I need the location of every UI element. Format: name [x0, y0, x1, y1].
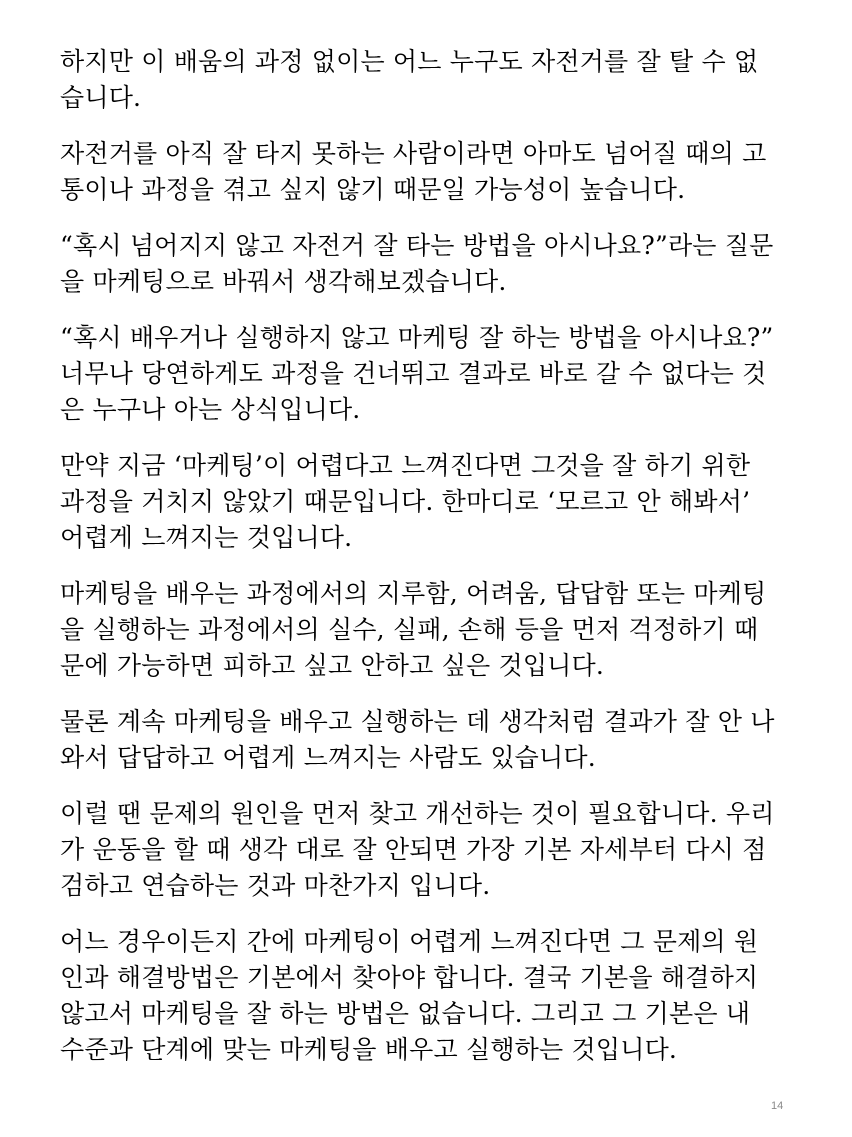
text-line: 자전거를 아직 잘 타지 못하는 사람이라면 아마도 넘어질 때의 고 — [60, 139, 767, 168]
paragraph-5 — [60, 448, 800, 556]
text-line: 하지만 이 배움의 과정 없이는 어느 누구도 자전거를 잘 탈 수 없 — [60, 47, 759, 76]
text-line: 습니다. — [60, 83, 142, 112]
text-line: 와서 답답하고 어렵게 느껴지는 사람도 있습니다. — [60, 743, 596, 772]
text-line: 않고서 마케팅을 잘 하는 방법은 없습니다. 그리고 그 기본은 내 — [60, 999, 751, 1028]
document-body — [60, 44, 800, 1088]
text-line: 을 실행하는 과정에서의 실수, 실패, 손해 등을 먼저 걱정하기 때 — [60, 615, 759, 644]
paragraph-9 — [60, 924, 800, 1068]
text-line: “혹시 넘어지지 않고 자전거 잘 타는 방법을 아시나요?”라는 질문 — [60, 231, 774, 260]
text-line: 너무나 당연하게도 과정을 건너뛰고 결과로 바로 갈 수 없다는 것 — [60, 359, 767, 388]
text-line: 검하고 연습하는 것과 마찬가지 입니다. — [60, 871, 491, 900]
text-line: 인과 해결방법은 기본에서 찾아야 합니다. 결국 기본을 해결하지 — [60, 963, 759, 992]
paragraph-4 — [60, 320, 800, 428]
text-line: 만약 지금 ‘마케팅’이 어렵다고 느껴진다면 그것을 잘 하기 위한 — [60, 451, 751, 480]
paragraph-3 — [60, 228, 800, 300]
text-line: 어느 경우이든지 간에 마케팅이 어렵게 느껴진다면 그 문제의 원 — [60, 927, 759, 956]
text-line: 통이나 과정을 겪고 싶지 않기 때문일 가능성이 높습니다. — [60, 175, 686, 204]
paragraph-6 — [60, 576, 800, 684]
page-number: 14 — [771, 1100, 784, 1112]
paragraph-7 — [60, 704, 800, 776]
text-line: 과정을 거치지 않았기 때문입니다. 한마디로 ‘모르고 안 해봐서’ — [60, 487, 751, 516]
text-line: “혹시 배우거나 실행하지 않고 마케팅 잘 하는 방법을 아시나요?” — [60, 323, 774, 352]
text-line: 문에 가능하면 피하고 싶고 안하고 싶은 것입니다. — [60, 651, 605, 680]
text-line: 가 운동을 할 때 생각 대로 잘 안되면 가장 기본 자세부터 다시 점 — [60, 835, 767, 864]
text-line: 수준과 단계에 맞는 마케팅을 배우고 실행하는 것입니다. — [60, 1035, 678, 1064]
paragraph-1 — [60, 44, 800, 116]
paragraph-2 — [60, 136, 800, 208]
text-line: 마케팅을 배우는 과정에서의 지루함, 어려움, 답답함 또는 마케팅 — [60, 579, 767, 608]
text-line: 은 누구나 아는 상식입니다. — [60, 395, 361, 424]
text-line: 물론 계속 마케팅을 배우고 실행하는 데 생각처럼 결과가 잘 안 나 — [60, 707, 775, 736]
text-line: 이럴 땐 문제의 원인을 먼저 찾고 개선하는 것이 필요합니다. 우리 — [60, 799, 775, 828]
paragraph-8 — [60, 796, 800, 904]
text-line: 을 마케팅으로 바꿔서 생각해보겠습니다. — [60, 267, 507, 296]
text-line: 어렵게 느껴지는 것입니다. — [60, 523, 353, 552]
